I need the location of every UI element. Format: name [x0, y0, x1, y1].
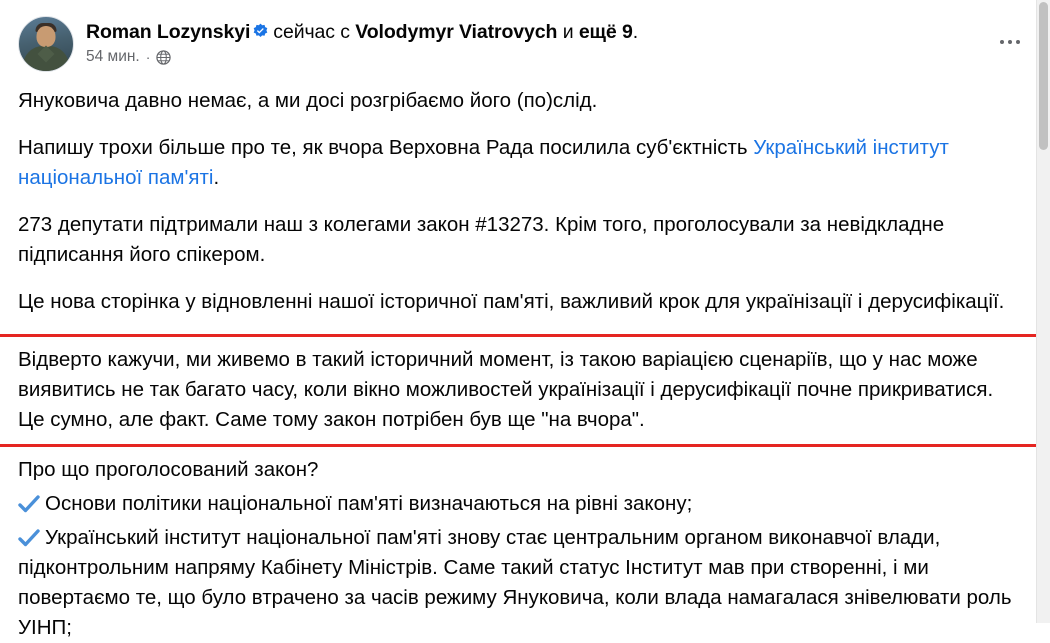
tagged-person[interactable]: Volodymyr Viatrovych: [355, 21, 558, 43]
byline-end: .: [632, 21, 639, 43]
post-meta: [86, 48, 980, 66]
avatar[interactable]: [18, 16, 74, 72]
paragraph-text-after: .: [213, 166, 220, 189]
more-tagged-link[interactable]: ещё 9: [578, 21, 633, 43]
list-item: [18, 489, 1028, 519]
institute-link[interactable]: Український інститут національної пам'яті: [18, 136, 949, 189]
check-mark-icon: [18, 494, 40, 514]
list-item-text: Український інститут національної пам'яті знову стає центральним органом виконавчої влади, підконтрольним напряму Кабінету Міністрів. Саме такий статус Інститут мав при створенні, і ми повертаємо те, що було втрачено за часів режиму Януковича, коли влада намагалася знівелювати роль УІНП;: [18, 526, 1012, 639]
verified-badge-icon: [252, 23, 269, 40]
highlighted-paragraph: Відверто кажучи, ми живемо в такий історичний момент, із такою варіацією сценаріїв, що у нас може виявитись не так багато часу, коли вікно можливостей українізації і дерусифікації почне прикриватися. Це сумно, але факт. Саме тому закон потрібен був ще "на вчора".: [18, 348, 994, 431]
paragraph-text-before: Напишу трохи більше про те, як вчора Верховна Рада посилила суб'єктність: [18, 136, 754, 159]
ellipsis-icon[interactable]: [992, 24, 1028, 60]
highlighted-text-box: [0, 334, 1050, 447]
meta-separator: ·: [145, 49, 151, 65]
post-timestamp[interactable]: 54 мин.: [86, 48, 140, 65]
post-paragraph: 273 депутати підтримали наш з колегами закон #13273. Крім того, проголосували за невідкладне підписання його спікером.: [18, 213, 945, 266]
post-header: [18, 14, 1028, 72]
bullet-list: [18, 489, 1028, 643]
byline-middle: сейчас с: [273, 21, 350, 43]
ellipsis-dot: [1008, 40, 1013, 45]
avatar-face: [37, 26, 56, 47]
ellipsis-dot: [1016, 40, 1021, 45]
vertical-scrollbar[interactable]: [1036, 0, 1050, 623]
post-header-text: [86, 16, 980, 66]
list-item: [18, 523, 1028, 643]
post-paragraph-with-link: [18, 133, 1028, 193]
globe-icon[interactable]: [156, 50, 171, 65]
post-body: [18, 86, 1028, 643]
post-paragraph: Януковича давно немає, а ми досі розгрібаємо його (по)слід.: [18, 89, 598, 112]
post-question-paragraph: Про що проголосований закон?: [18, 458, 319, 481]
scrollbar-thumb[interactable]: [1039, 2, 1048, 150]
author-name[interactable]: Roman Lozynskyi: [86, 21, 251, 43]
post-byline: [86, 19, 980, 45]
post-paragraph: Це нова сторінка у відновленні нашої історичної пам'яті, важливий крок для українізації і дерусифікації.: [18, 290, 1005, 313]
ellipsis-dot: [1000, 40, 1005, 45]
byline-connector: и: [562, 21, 574, 43]
list-item-text: Основи політики національної пам'яті визначаються на рівні закону;: [45, 492, 693, 515]
check-mark-icon: [18, 528, 40, 548]
